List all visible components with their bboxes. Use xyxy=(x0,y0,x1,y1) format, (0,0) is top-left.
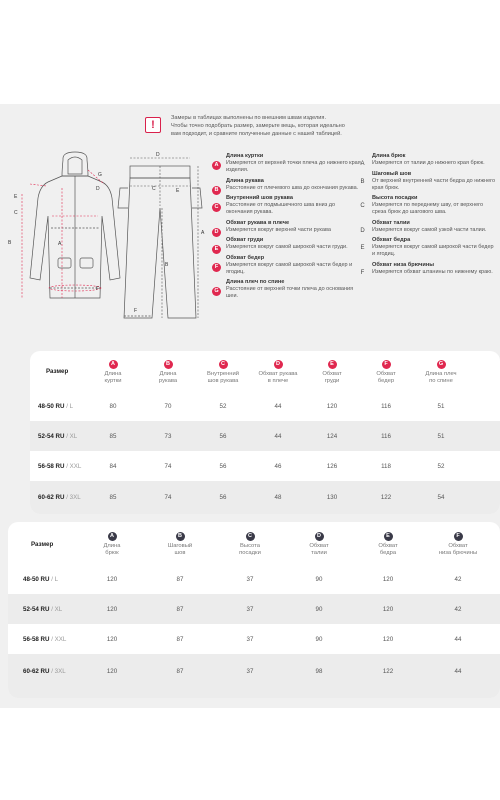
legend-desc: Измеряется вокруг самой широкой части груди. xyxy=(226,244,348,250)
column-header xyxy=(312,360,352,385)
table-cell: 120 xyxy=(382,576,394,583)
table-cell: 90 xyxy=(315,606,323,613)
legend-badge: F xyxy=(212,263,221,272)
column-label: Длина xyxy=(159,371,177,377)
size-intl: XXL xyxy=(69,463,82,470)
column-badge: A xyxy=(109,360,118,369)
size-intl: XXL xyxy=(54,636,67,643)
table-row xyxy=(8,564,500,594)
column-label: рукава xyxy=(158,378,178,384)
column-header xyxy=(230,532,270,557)
column-label: низа брючины xyxy=(438,550,478,556)
legend-title: Длина рукава xyxy=(226,177,264,184)
legend-desc: Измеряется вокруг самой узкой части талии. xyxy=(372,226,487,233)
column-label: Обхват xyxy=(448,543,468,549)
table-row xyxy=(8,594,500,624)
legend-item xyxy=(358,153,498,167)
size-intl: L xyxy=(54,576,59,583)
legend-item xyxy=(358,220,498,234)
legend-item xyxy=(358,262,498,276)
legend-item xyxy=(212,195,362,216)
legend-desc: Расстояние от подмышечного шва вниз до окончания рукава. xyxy=(226,202,336,215)
column-label: Длина xyxy=(103,543,121,549)
size-ru: 52-54 RU xyxy=(23,606,50,613)
column-label: груди xyxy=(324,378,340,384)
column-label: бедер xyxy=(377,378,395,384)
legend-item xyxy=(212,178,362,192)
table-row xyxy=(8,624,500,654)
legend-desc: Измеряется по переднему шву, от верхнего среза брюк до шагового шва. xyxy=(372,202,484,215)
column-label: в плече xyxy=(267,378,289,384)
table-cell: 51 xyxy=(437,433,445,440)
size-separator: / xyxy=(64,494,70,501)
table-cell: 120 xyxy=(106,636,118,643)
legend-title: Обхват низа брючины xyxy=(372,261,435,268)
table-cell: 126 xyxy=(326,463,338,470)
table-cell: 52 xyxy=(437,463,445,470)
column-header xyxy=(368,532,408,557)
table-cell: 44 xyxy=(274,433,282,440)
table-cell: 37 xyxy=(246,576,254,583)
column-badge: F xyxy=(382,360,391,369)
table-cell: 87 xyxy=(176,668,184,675)
diagram-letter: E xyxy=(14,194,18,200)
size-ru: 56-58 RU xyxy=(23,636,50,643)
legend-badge: B xyxy=(212,186,221,195)
diagram-letter: C xyxy=(152,186,156,192)
size-separator: / xyxy=(49,668,55,675)
legend-letter: D xyxy=(360,227,365,234)
legend-item xyxy=(212,237,362,251)
table-cell: 56 xyxy=(219,433,227,440)
column-label: Обхват xyxy=(309,543,329,549)
size-column-header: Размер xyxy=(31,541,54,548)
table-cell: 120 xyxy=(382,636,394,643)
legend-title: Обхват бедер xyxy=(226,254,265,261)
table-cell: 56 xyxy=(219,463,227,470)
legend-desc: Измеряется вокруг самой широкой части бедер и ягодиц. xyxy=(226,261,353,275)
legend-item xyxy=(212,279,362,300)
table-cell: 48 xyxy=(274,494,282,501)
diagram-letter: A xyxy=(58,241,62,247)
legend-desc: Расстояние от плечевого шва до окончания рукава. xyxy=(226,184,359,191)
table-cell: 56 xyxy=(219,494,227,501)
column-label: Обхват рукава xyxy=(258,371,298,377)
table-cell: 37 xyxy=(246,636,254,643)
table-cell: 124 xyxy=(326,433,338,440)
legend-title: Длина брюк xyxy=(372,153,406,159)
row-size xyxy=(23,636,66,643)
legend-title: Обхват талии xyxy=(372,219,410,226)
diagram-letter: F xyxy=(134,308,138,314)
size-intl: XL xyxy=(69,433,78,440)
column-label: шов рукава xyxy=(207,378,239,384)
table-cell: 116 xyxy=(381,403,391,410)
table-cell: 44 xyxy=(454,636,462,643)
table-cell: 90 xyxy=(315,576,323,583)
size-intl: 3XL xyxy=(69,494,81,501)
column-badge: E xyxy=(328,360,337,369)
legend-title: Длина плеч по спине xyxy=(226,279,285,285)
table-cell: 70 xyxy=(164,403,172,410)
column-badge: C xyxy=(246,532,255,541)
legend-item xyxy=(358,237,498,258)
diagram-letter: E xyxy=(176,188,180,194)
table-cell: 122 xyxy=(382,668,394,675)
table-cell: 116 xyxy=(381,433,391,440)
table-cell: 52 xyxy=(219,403,227,410)
exclamation-icon: ! xyxy=(145,117,161,133)
diagram-letter: D xyxy=(156,152,160,158)
pants-size-table xyxy=(8,522,500,698)
column-header xyxy=(148,360,188,385)
legend-badge: G xyxy=(212,287,221,296)
table-cell: 87 xyxy=(176,636,184,643)
legend-desc: Расстояние от верхней точки плеча до основания шеи. xyxy=(226,286,354,299)
table-cell: 118 xyxy=(381,463,391,470)
legend-letter: C xyxy=(360,203,365,209)
size-separator: / xyxy=(49,576,55,583)
size-separator: / xyxy=(49,606,55,613)
table-row xyxy=(30,451,500,481)
column-label: Высота xyxy=(240,543,260,549)
column-label: талии xyxy=(311,550,327,556)
column-badge: C xyxy=(219,360,228,369)
garment-diagram xyxy=(0,148,210,348)
size-intl: XL xyxy=(54,606,63,613)
row-size xyxy=(23,576,58,583)
size-intl: L xyxy=(69,403,74,410)
column-badge: B xyxy=(176,532,185,541)
notice-line: Чтобы точно подобрать размер, замерьте вещь, которая идеально xyxy=(171,123,345,129)
table-cell: 74 xyxy=(164,494,172,501)
legend-title: Длина куртки xyxy=(226,153,264,159)
column-label: посадки xyxy=(239,550,261,556)
column-header xyxy=(429,532,487,557)
table-cell: 120 xyxy=(106,606,118,613)
row-size xyxy=(23,606,62,613)
diagram-letter: D xyxy=(96,186,100,192)
size-column-header: Размер xyxy=(46,368,69,375)
table-cell: 73 xyxy=(164,433,172,440)
legend-desc: Измеряется от талии до нижнего края брюк. xyxy=(372,160,485,166)
table-cell: 42 xyxy=(454,576,462,583)
legend-item xyxy=(212,255,362,276)
legend-desc: Измеряется вокруг самой широкой части бедер и ягодиц. xyxy=(372,244,494,257)
diagram-letter: F xyxy=(96,286,100,292)
legend-item xyxy=(212,153,362,174)
column-header xyxy=(92,532,132,557)
column-header xyxy=(198,360,248,385)
legend-letter: E xyxy=(360,245,365,251)
legend-desc: Измеряется обхват штанины по нижнему краю. xyxy=(372,268,493,275)
row-size xyxy=(38,494,81,501)
table-cell: 42 xyxy=(454,606,462,613)
size-separator: / xyxy=(49,636,55,643)
column-label: брюк xyxy=(105,550,119,556)
table-cell: 98 xyxy=(315,668,323,675)
table-cell: 87 xyxy=(176,606,184,613)
diagram-letter: C xyxy=(14,210,18,216)
jacket-size-table xyxy=(30,351,500,514)
diagram-letter: G xyxy=(98,172,102,178)
legend-badge: A xyxy=(212,161,221,170)
diagram-letter: A xyxy=(201,230,205,236)
column-badge: E xyxy=(384,532,393,541)
notice-text xyxy=(171,114,385,138)
table-cell: 90 xyxy=(315,636,323,643)
table-cell: 122 xyxy=(380,494,392,501)
diagram-letter: B xyxy=(165,262,169,268)
table-cell: 54 xyxy=(437,494,445,501)
legend-item xyxy=(358,195,498,216)
size-separator: / xyxy=(64,463,70,470)
column-badge: B xyxy=(164,360,173,369)
jacket-legend xyxy=(212,153,362,304)
table-cell: 87 xyxy=(176,576,184,583)
table-cell: 120 xyxy=(382,606,394,613)
column-header xyxy=(160,532,200,557)
size-ru: 48-50 RU xyxy=(23,576,50,583)
table-cell: 120 xyxy=(106,576,118,583)
notice-line: Замеры в таблицах выполнены по внешним швам изделия. xyxy=(171,115,327,121)
size-ru: 56-58 RU xyxy=(38,463,65,470)
table-cell: 130 xyxy=(326,494,338,501)
legend-badge: E xyxy=(212,245,221,254)
column-badge: A xyxy=(108,532,117,541)
table-cell: 85 xyxy=(109,494,117,501)
column-label: бедра xyxy=(379,550,397,556)
legend-badge: C xyxy=(212,203,221,212)
size-intl: 3XL xyxy=(54,668,66,675)
table-row xyxy=(30,391,500,421)
column-badge: F xyxy=(454,532,463,541)
size-ru: 52-54 RU xyxy=(38,433,65,440)
legend-title: Обхват бедра xyxy=(372,237,411,243)
table-row xyxy=(30,421,500,451)
column-label: Шаговый xyxy=(167,543,193,549)
table-cell: 120 xyxy=(106,668,118,675)
column-badge: D xyxy=(274,360,283,369)
table-cell: 85 xyxy=(109,433,117,440)
table-cell: 37 xyxy=(246,668,254,675)
legend-title: Шаговый шов xyxy=(372,170,412,177)
legend-desc: Измеряется от верхней точки плеча до нижнего края изделия. xyxy=(226,160,361,173)
size-ru: 48-50 RU xyxy=(38,403,65,410)
column-label: Длина плеч xyxy=(425,371,457,377)
diagram-letter: B xyxy=(8,240,12,246)
legend-item xyxy=(358,171,498,192)
table-row xyxy=(30,481,500,514)
table-cell: 84 xyxy=(109,463,117,470)
column-label: Внутренний xyxy=(207,371,239,377)
notice-line: вам подходит, и сравните полученные данные с нашей таблицей. xyxy=(171,131,342,137)
table-cell: 44 xyxy=(274,403,282,410)
column-label: куртки xyxy=(104,378,122,384)
column-header xyxy=(299,532,339,557)
row-size xyxy=(38,403,73,410)
column-label: Обхват xyxy=(322,371,342,377)
table-cell: 120 xyxy=(326,403,338,410)
table-row xyxy=(8,654,500,698)
row-size xyxy=(38,433,77,440)
column-header xyxy=(250,360,306,385)
column-label: по спине xyxy=(429,378,453,384)
legend-item xyxy=(212,220,362,234)
column-label: шов xyxy=(174,550,186,556)
legend-title: Внутренний шов рукава xyxy=(226,195,293,201)
table-cell: 44 xyxy=(454,668,462,675)
size-separator: / xyxy=(64,403,70,410)
jacket-letters xyxy=(8,172,102,292)
size-ru: 60-62 RU xyxy=(23,668,50,675)
column-header xyxy=(366,360,406,385)
column-header xyxy=(93,360,133,385)
legend-title: Обхват рукава в плече xyxy=(226,219,290,226)
column-label: Длина xyxy=(104,371,122,377)
table-cell: 37 xyxy=(246,606,254,613)
pants-letters xyxy=(134,152,205,314)
table-cell: 74 xyxy=(164,463,172,470)
legend-title: Обхват груди xyxy=(226,237,264,243)
legend-title: Высота посадки xyxy=(372,195,418,201)
jacket-illustration xyxy=(30,152,120,298)
legend-letter: F xyxy=(360,269,365,276)
column-badge: G xyxy=(437,360,446,369)
size-ru: 60-62 RU xyxy=(38,494,65,501)
column-label: Обхват xyxy=(378,543,398,549)
table-cell: 46 xyxy=(274,463,282,470)
pants-legend xyxy=(358,153,498,279)
size-separator: / xyxy=(64,433,70,440)
legend-badge: D xyxy=(212,228,221,237)
table-cell: 51 xyxy=(437,403,445,410)
column-label: Обхват xyxy=(376,371,396,377)
legend-desc: От верхней внутренней части бедра до нижнего края брюк. xyxy=(372,177,496,191)
legend-letter: B xyxy=(360,178,365,185)
row-size xyxy=(38,463,81,470)
column-header xyxy=(418,360,464,385)
table-cell: 80 xyxy=(109,403,117,410)
legend-letter: A xyxy=(360,161,365,167)
column-badge: D xyxy=(315,532,324,541)
legend-desc: Измеряется вокруг верхней части рукава xyxy=(226,226,331,233)
row-size xyxy=(23,668,66,675)
